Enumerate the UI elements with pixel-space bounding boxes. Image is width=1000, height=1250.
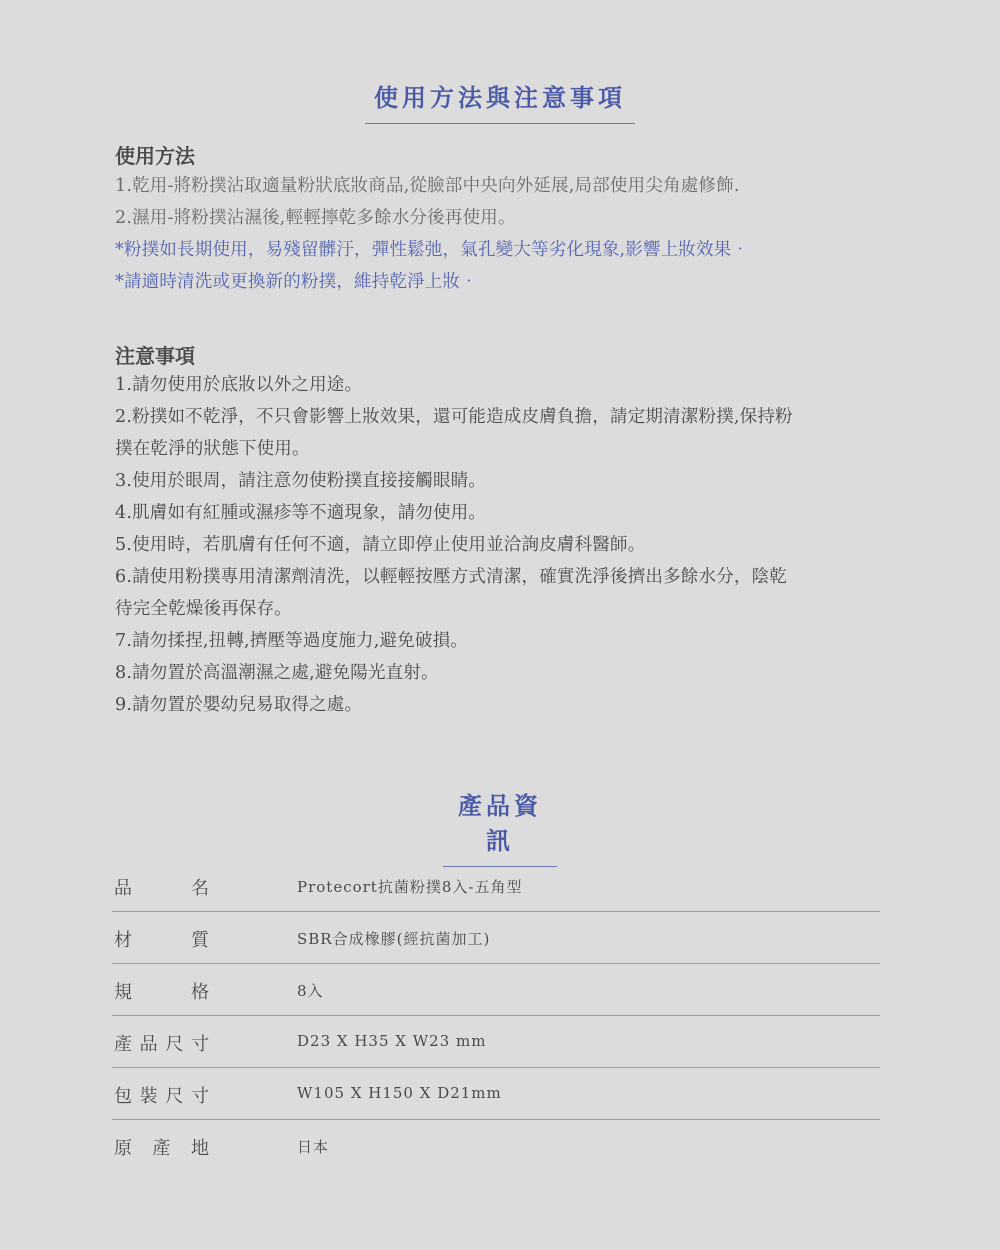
product-spec-table — [112, 860, 880, 1171]
spec-label: 材質 — [114, 930, 209, 951]
caution-line: 6.請使用粉撲專用清潔劑清洗，以輕輕按壓方式清潔，確實洗淨後擠出多餘水分，陰乾 — [115, 567, 787, 587]
spec-row — [112, 860, 880, 912]
spec-value: SBR合成橡膠(經抗菌加工) — [297, 930, 491, 948]
spec-label: 原產地 — [114, 1138, 209, 1159]
usage-line: 1.乾用-將粉撲沾取適量粉狀底妝商品,從臉部中央向外延展,局部使用尖角處修飾. — [115, 176, 740, 196]
usage-instructions — [115, 170, 895, 298]
cautions-list — [115, 369, 895, 721]
usage-note: *粉撲如長期使用，易殘留髒汙，彈性鬆弛，氣孔變大等劣化現象,影響上妝效果‧ — [115, 240, 750, 260]
caution-line: 2.粉撲如不乾淨，不只會影響上妝效果，還可能造成皮膚負擔，請定期清潔粉撲,保持粉 — [115, 407, 793, 427]
caution-line: 1.請勿使用於底妝以外之用途。 — [115, 375, 363, 395]
product-section-title — [0, 786, 1000, 867]
spec-value: W105 X H150 X D21mm — [297, 1084, 502, 1102]
caution-line: 撲在乾淨的狀態下使用。 — [115, 439, 310, 459]
spec-row — [112, 1016, 880, 1068]
spec-value: 日本 — [297, 1138, 330, 1156]
spec-row — [112, 964, 880, 1016]
caution-line: 7.請勿揉捏,扭轉,擠壓等過度施力,避免破損。 — [115, 631, 468, 651]
usage-section-title — [0, 78, 1000, 124]
spec-row — [112, 1120, 880, 1171]
spec-label: 品名 — [114, 878, 209, 899]
spec-value: 8入 — [297, 982, 324, 1000]
caution-line: 8.請勿置於高溫潮濕之處,避免陽光直射。 — [115, 663, 439, 683]
usage-line: 2.濕用-將粉撲沾濕後,輕輕擰乾多餘水分後再使用。 — [115, 208, 516, 228]
spec-label: 產品尺寸 — [114, 1034, 209, 1055]
usage-note: *請適時清洗或更換新的粉撲，維持乾淨上妝‧ — [115, 272, 478, 292]
spec-label: 包裝尺寸 — [114, 1086, 209, 1107]
cautions-heading: 注意事項 — [115, 344, 195, 368]
caution-line: 5.使用時，若肌膚有任何不適，請立即停止使用並洽詢皮膚科醫師。 — [115, 535, 646, 555]
spec-value: D23 X H35 X W23 mm — [297, 1032, 487, 1050]
spec-value: Protecort抗菌粉撲8入-五角型 — [297, 878, 523, 896]
product-section-title-text: 產品資訊 — [443, 786, 557, 867]
caution-line: 9.請勿置於嬰幼兒易取得之處。 — [115, 695, 363, 715]
usage-section-title-text: 使用方法與注意事項 — [365, 78, 635, 124]
caution-line: 待完全乾燥後再保存。 — [115, 599, 292, 619]
caution-line: 3.使用於眼周，請注意勿使粉撲直接接觸眼睛。 — [115, 471, 487, 491]
spec-row — [112, 912, 880, 964]
caution-line: 4.肌膚如有紅腫或濕疹等不適現象，請勿使用。 — [115, 503, 487, 523]
usage-heading: 使用方法 — [115, 144, 195, 168]
spec-row — [112, 1068, 880, 1120]
spec-label: 規格 — [114, 982, 209, 1003]
